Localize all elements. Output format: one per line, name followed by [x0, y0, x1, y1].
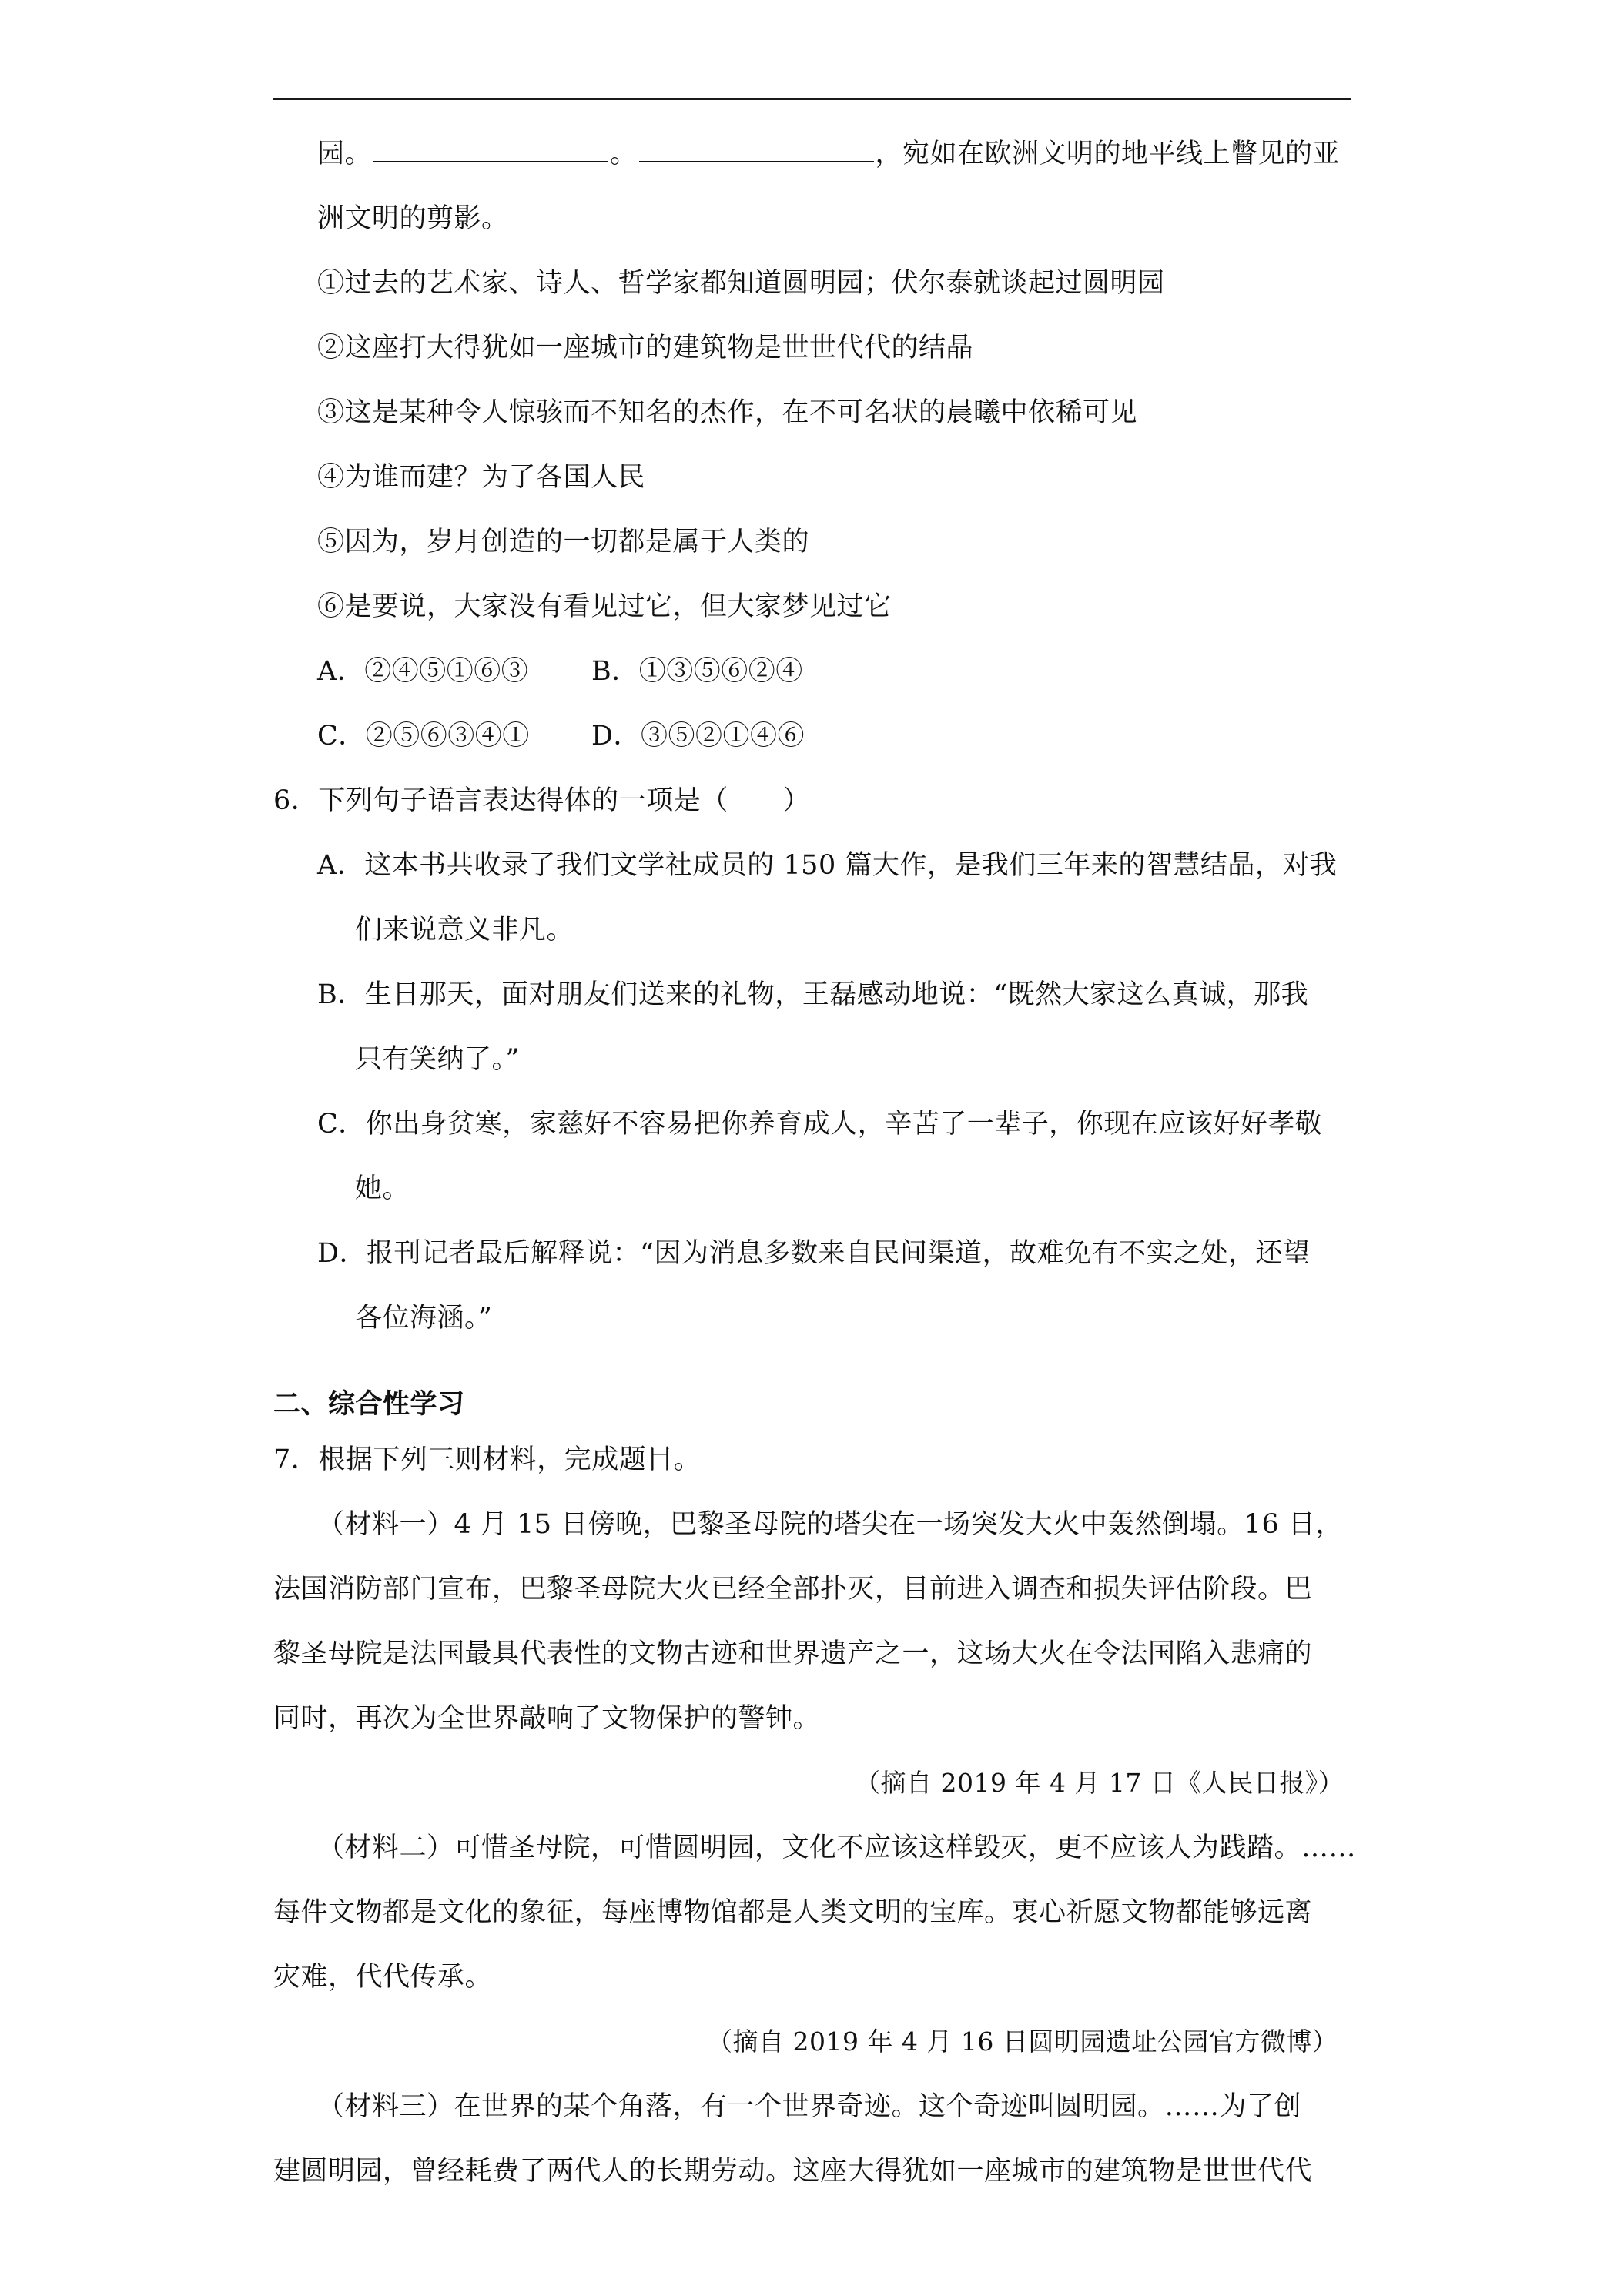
material-1-line-4: 同时，再次为全世界敲响了文物保护的警钟。: [273, 1703, 821, 1734]
q5-sentence-5: ⑤因为，岁月创造的一切都是属于人类的: [317, 527, 810, 557]
q6-option-b[interactable]: B．生日那天，面对朋友们送来的礼物，王磊感动地说：“既然大家这么真诚，那我: [317, 979, 1309, 1010]
q6-option-c-cont: 她。: [355, 1173, 410, 1204]
answer-blank-1[interactable]: [373, 138, 608, 162]
q5-sentence-2: ②这座打大得犹如一座城市的建筑物是世世代代的结晶: [317, 333, 974, 363]
section-heading: 二、综合性学习: [273, 1388, 465, 1420]
material-1-line-2: 法国消防部门宣布，巴黎圣母院大火已经全部扑灭，目前进入调查和损失评估阶段。巴: [273, 1574, 1313, 1605]
answer-blank-2[interactable]: [639, 138, 874, 162]
q5-sentence-1: ①过去的艺术家、诗人、哲学家都知道圆明园；伏尔泰就谈起过圆明园: [317, 268, 1165, 299]
q6-option-d-cont: 各位海涵。”: [355, 1303, 493, 1334]
material-2-line-3: 灾难，代代传承。: [273, 1962, 493, 1993]
q6-option-b-cont: 只有笑纳了。”: [355, 1044, 520, 1075]
q5-text-mid: 。: [610, 139, 638, 169]
q5-text-end: ，宛如在欧洲文明的地平线上瞥见的亚: [875, 139, 1341, 169]
q5-option-b[interactable]: B．①③⑤⑥②④: [591, 656, 803, 687]
q5-option-d[interactable]: D．③⑤②①④⑥: [591, 721, 805, 751]
material-2-source: （摘自 2019 年 4 月 16 日圆明园遗址公园官方微博）: [707, 2027, 1338, 2057]
q7-stem: 7．根据下列三则材料，完成题目。: [273, 1444, 702, 1475]
material-1-line-3: 黎圣母院是法国最具代表性的文物古迹和世界遗产之一，这场大火在令法国陷入悲痛的: [273, 1638, 1313, 1669]
q5-sentence-4: ④为谁而建？为了各国人民: [317, 462, 646, 493]
q5-line1: [317, 137, 1340, 171]
q5-option-c[interactable]: C．②⑤⑥③④①: [317, 721, 530, 751]
material-3-line-2: 建圆明园，曾经耗费了两代人的长期劳动。这座大得犹如一座城市的建筑物是世世代代: [273, 2156, 1313, 2187]
q6-stem: 6．下列句子语言表达得体的一项是（ ）: [273, 785, 811, 816]
header-rule: [273, 98, 1351, 100]
q5-sentence-3: ③这是某种令人惊骇而不知名的杰作，在不可名状的晨曦中依稀可见: [317, 397, 1138, 428]
q6-option-c[interactable]: C．你出身贫寒，家慈好不容易把你养育成人，辛苦了一辈子，你现在应该好好孝敬: [317, 1109, 1323, 1140]
material-3-line-1: （材料三）在世界的某个角落，有一个世界奇迹。这个奇迹叫圆明园。……为了创: [317, 2091, 1302, 2122]
q5-sentence-6: ⑥是要说，大家没有看见过它，但大家梦见过它: [317, 591, 892, 622]
q5-option-a[interactable]: A．②④⑤①⑥③: [317, 656, 529, 687]
q6-option-a[interactable]: A．这本书共收录了我们文学社成员的 150 篇大作，是我们三年来的智慧结晶，对我: [317, 850, 1338, 881]
q5-line2: 洲文明的剪影。: [317, 203, 509, 234]
material-2-line-2: 每件文物都是文化的象征，每座博物馆都是人类文明的宝库。衷心祈愿文物都能够远离: [273, 1897, 1313, 1928]
q5-text-start: 园。: [317, 139, 373, 169]
material-2-line-1: （材料二）可惜圣母院，可惜圆明园，文化不应该这样毁灭，更不应该人为践踏。……: [317, 1832, 1357, 1863]
q6-option-d[interactable]: D．报刊记者最后解释说：“因为消息多数来自民间渠道，故难免有不实之处，还望: [317, 1238, 1311, 1269]
material-1-line-1: （材料一）4 月 15 日傍晚，巴黎圣母院的塔尖在一场突发大火中轰然倒塌。16 日，: [317, 1509, 1343, 1540]
material-1-source: （摘自 2019 年 4 月 17 日《人民日报》）: [855, 1768, 1344, 1798]
q6-option-a-cont: 们来说意义非凡。: [355, 915, 574, 946]
